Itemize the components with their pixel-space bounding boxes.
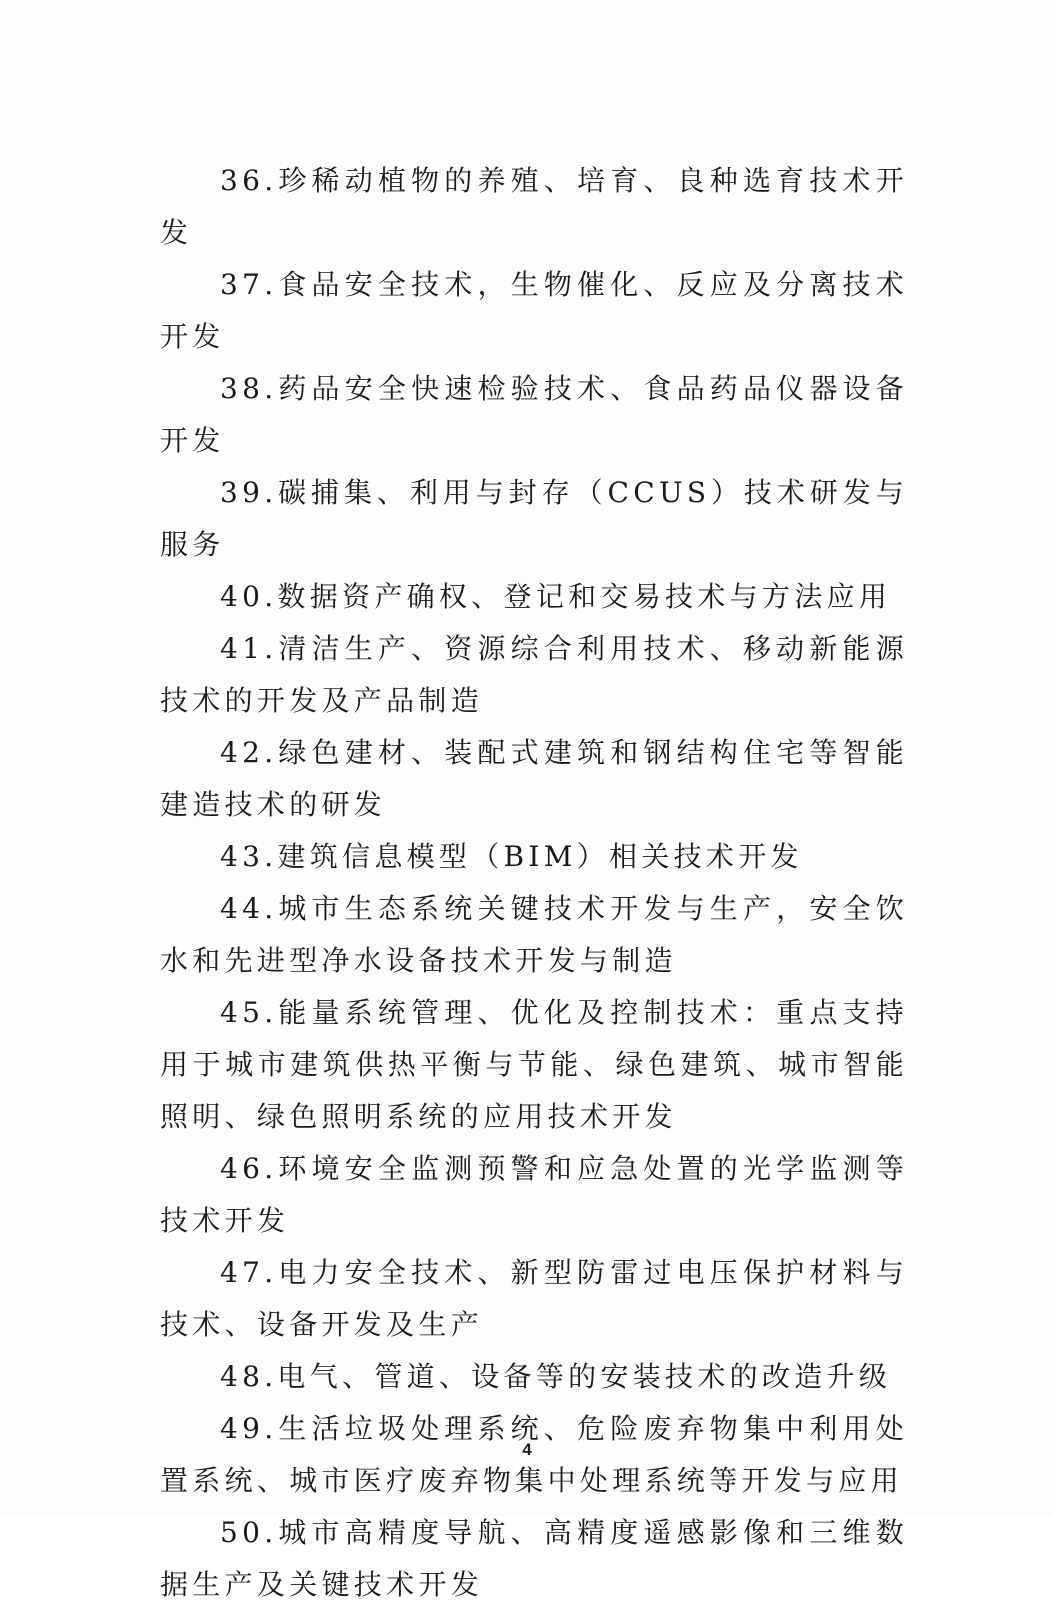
list-item-50: 50.城市高精度导航、高精度遥感影像和三维数据生产及关键技术开发 [160, 1516, 908, 1601]
list-item-41: 41.清洁生产、资源综合利用技术、移动新能源技术的开发及产品制造 [160, 632, 908, 717]
list-item-39: 39.碳捕集、利用与封存（CCUS）技术研发与服务 [160, 476, 908, 561]
list-item-48: 48.电气、管道、设备等的安装技术的改造升级 [220, 1360, 892, 1393]
list-item-36: 36.珍稀动植物的养殖、培育、良种选育技术开发 [160, 164, 908, 249]
list-item-40: 40.数据资产确权、登记和交易技术与方法应用 [220, 580, 892, 613]
list-item-47: 47.电力安全技术、新型防雷过电压保护材料与技术、设备开发及生产 [160, 1256, 908, 1341]
list-item-45: 45.能量系统管理、优化及控制技术：重点支持用于城市建筑供热平衡与节能、绿色建筑、城市智能照明、绿色照明系统的应用技术开发 [160, 996, 908, 1133]
list-item-43: 43.建筑信息模型（BIM）相关技术开发 [220, 840, 803, 873]
page-number: 4 [522, 1440, 532, 1459]
list-item-46: 46.环境安全监测预警和应急处置的光学监测等技术开发 [160, 1152, 908, 1237]
document-body [160, 155, 908, 1611]
list-item-42: 42.绿色建材、装配式建筑和钢结构住宅等智能建造技术的研发 [160, 736, 908, 821]
list-item-49: 49.生活垃圾处理系统、危险废弃物集中利用处置系统、城市医疗废弃物集中处理系统等开发与应用 [160, 1412, 908, 1497]
list-item-44: 44.城市生态系统关键技术开发与生产，安全饮水和先进型净水设备技术开发与制造 [160, 892, 908, 977]
list-item-37: 37.食品安全技术，生物催化、反应及分离技术开发 [160, 268, 908, 353]
list-item-38: 38.药品安全快速检验技术、食品药品仪器设备开发 [160, 372, 908, 457]
